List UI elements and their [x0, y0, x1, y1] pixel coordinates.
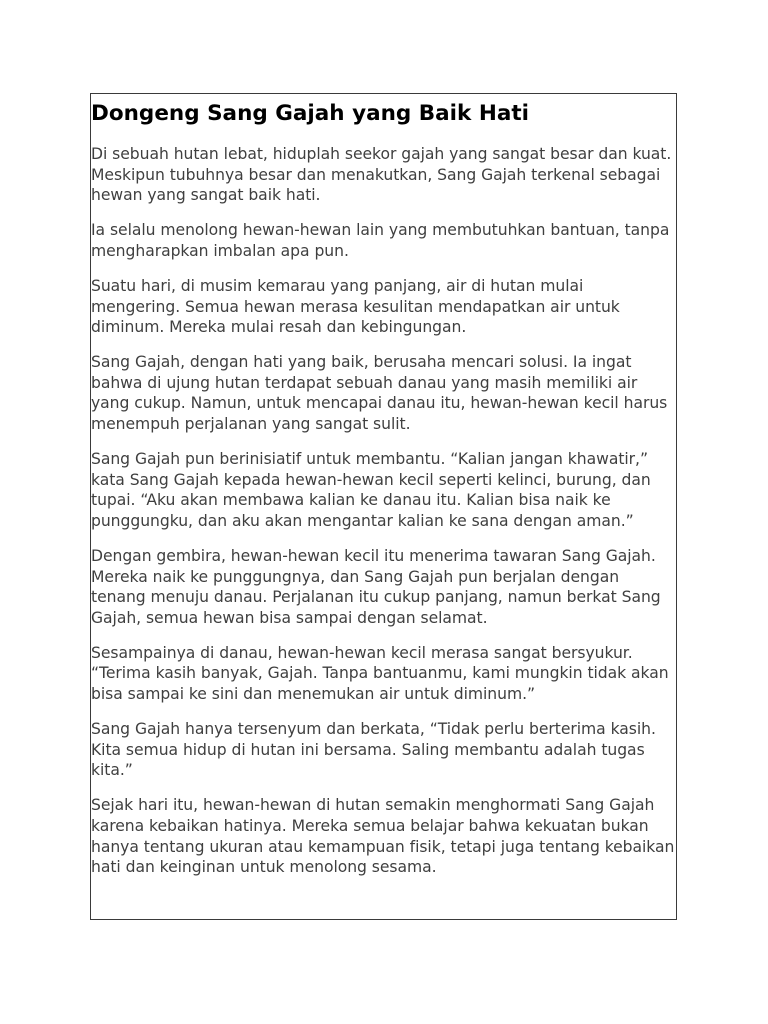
paragraph-3: Suatu hari, di musim kemarau yang panjang, air di hutan mulai mengering. Semua hewan merasa kesulitan mendapatkan air untuk diminum. Mereka mulai resah dan kebingungan.	[91, 276, 620, 337]
paragraph-4: Sang Gajah, dengan hati yang baik, berusaha mencari solusi. Ia ingat bahwa di ujung hutan terdapat sebuah danau yang masih memiliki air yang cukup. Namun, untuk mencapai danau itu, hewan-hewan kecil harus menempuh perjalanan yang sangat sulit.	[91, 353, 668, 434]
paragraph-7: Sesampainya di danau, hewan-hewan kecil merasa sangat bersyukur. “Terima kasih banyak, Gajah. Tanpa bantuanmu, kami mungkin tidak akan bisa sampai ke sini dan menemukan air untuk diminum.”	[91, 643, 669, 704]
paragraph-6: Dengan gembira, hewan-hewan kecil itu menerima tawaran Sang Gajah. Mereka naik ke punggungnya, dan Sang Gajah pun berjalan dengan tenang menuju danau. Perjalanan itu cukup panjang, namun berkat Sang Gajah, semua hewan bisa sampai dengan selamat.	[91, 547, 661, 627]
paragraph-8: Sang Gajah hanya tersenyum dan berkata, “Tidak perlu berterima kasih. Kita semua hidup di hutan ini bersama. Saling membantu adalah tugas kita.”	[91, 720, 656, 780]
page-title: Dongeng Sang Gajah yang Baik Hati	[91, 101, 529, 126]
paragraph-2: Ia selalu menolong hewan-hewan lain yang membutuhkan bantuan, tanpa mengharapkan imbalan apa pun.	[91, 221, 670, 260]
document-page	[90, 93, 677, 920]
paragraph-5: Sang Gajah pun berinisiatif untuk membantu. “Kalian jangan khawatir,” kata Sang Gajah kepada hewan-hewan kecil seperti kelinci, burung, dan tupai. “Aku akan membawa kalian ke danau itu. Kalian bisa naik ke punggungku, dan aku akan mengantar kalian ke sana dengan aman.”	[91, 450, 651, 530]
paragraph-1: Di sebuah hutan lebat, hiduplah seekor gajah yang sangat besar dan kuat. Meskipun tubuhnya besar dan menakutkan, Sang Gajah terkenal sebagai hewan yang sangat baik hati.	[91, 145, 672, 205]
paragraph-9: Sejak hari itu, hewan-hewan di hutan semakin menghormati Sang Gajah karena kebaikan hatinya. Mereka semua belajar bahwa kekuatan bukan hanya tentang ukuran atau kemampuan fisik, tetapi juga tentang kebaikan hati dan keinginan untuk menolong sesama.	[91, 796, 675, 877]
